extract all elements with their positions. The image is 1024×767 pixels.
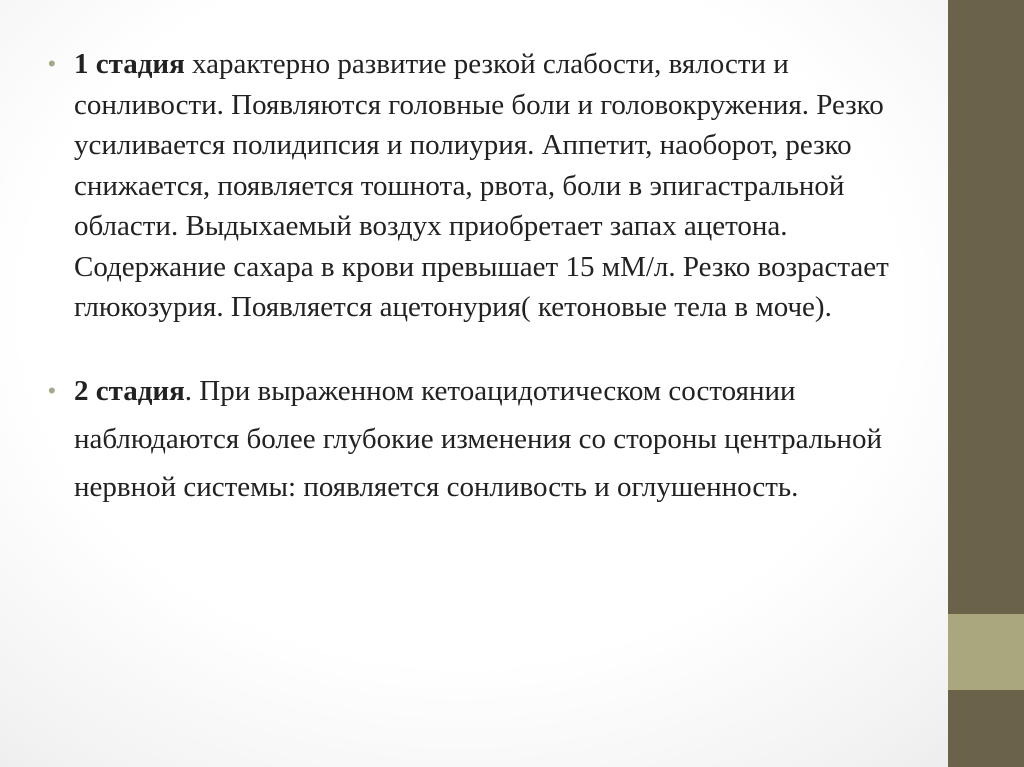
bullet-stage-1: [48, 44, 908, 328]
stage-1-title: 1 стадия: [74, 48, 185, 80]
sidebar-accent-block: [948, 614, 1024, 690]
bullet-dot-icon: •: [48, 51, 56, 76]
stage-1-text: характерно развитие резкой слабости, вялости и сонливости. Появляются головные боли и головокружения. Резко усиливается полидипсия и полиурия. Аппетит, наоборот, резко снижается, появляется тошнота, рвота, боли в эпигастральной области. Выдыхаемый воздух приобретает запах ацетона. Содержание сахара в крови превышает 15 мМ/л. Резко возрастает глюкозурия. Появляется ацетонурия( кетоновые тела в моче).: [74, 48, 889, 323]
bullet-dot-icon: •: [48, 377, 56, 403]
stage-2-text: . При выраженном кетоацидотическом состоянии наблюдаются более глубокие изменения со стороны центральной нервной системы: появляется сонливость и оглушенность.: [74, 374, 882, 503]
slide-content: [48, 44, 908, 511]
bullet-stage-2: [48, 367, 908, 511]
stage-2-title: 2 стадия: [74, 374, 185, 407]
